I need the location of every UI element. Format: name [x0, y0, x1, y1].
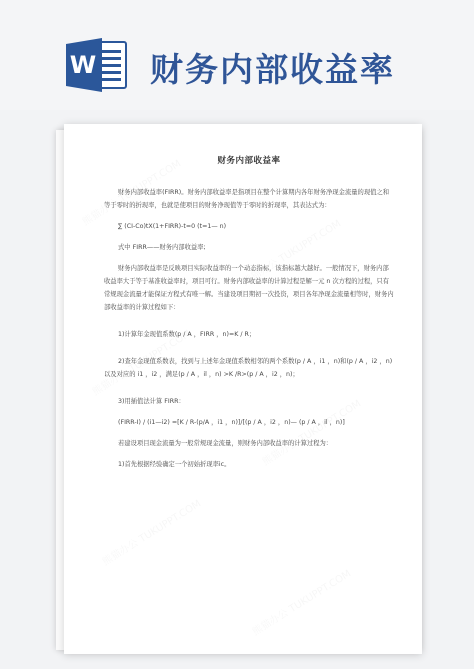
watermark-text: [249, 565, 354, 638]
document-title: 财务内部收益率: [217, 156, 281, 166]
banner-title: 财务内部收益率: [150, 50, 395, 89]
document-page: [64, 124, 422, 654]
step-1: 1)计算年金现值系数(p / A ，FIRR ，n)=K / R；: [118, 331, 256, 338]
paragraph-general-case: 若建设项目现金流量为一般常规现金流量，则财务内部收益率的计算过程为：: [118, 440, 333, 447]
paragraph-definition: 财务内部收益率(FIRR)。财务内部收益率是指项目在整个计算期内各年财务净现金流量的现值之和等于零时的折现率，也就是使项目的财务净现值等于零时的折现率，其表达式为：: [104, 189, 390, 209]
step-3: 3)用插值法计算 FIRR：: [118, 398, 185, 405]
document-preview: [50, 124, 424, 654]
paragraph-explanation: 财务内部收益率是反映项目实际收益率的一个动态指标，该指标越大越好。一般情况下，财务内部收益率大于等于基准收益率时，项目可行。财务内部收益率的计算过程是解一元 n 次方程的过程，只有常规现金流量才能保证方程式有唯一解。当建设项目期初一次投资，项目各年净现金流量相等时，财务内部收益率的计算过程如下：: [104, 265, 394, 311]
formula-legend: 式中 FIRR——财务内部收益率;: [118, 244, 206, 251]
interpolation-formula: (FIRR-I) / (i1—i2) =[K / R-(p/A ，i1 ，n)]/[(p / A ，i2 ，n)— (p / A ，il ，n)]: [118, 419, 345, 426]
word-logo-letter: W: [69, 51, 97, 79]
document-body: [104, 154, 394, 471]
step-2: 2)查年金现值系数表，找到与上述年金现值系数相邻的两个系数(p / A ，i1 ，n)和(p / A ，i2 ，n)以及对应的 i1 ，i2 ，满足(p / A ，il ，n) >K /R>(p / A ，i2 ，n)；: [104, 358, 393, 378]
header-banner: [0, 0, 474, 110]
watermark-text: [99, 495, 204, 568]
formula-line: ∑ (CI-Co)tX(1+FIRR)-t=0 (t=1— n): [118, 223, 227, 230]
word-logo-icon: [66, 38, 128, 92]
general-step-1: 1)首先根据经验确定一个初始折现率ic。: [118, 461, 231, 468]
